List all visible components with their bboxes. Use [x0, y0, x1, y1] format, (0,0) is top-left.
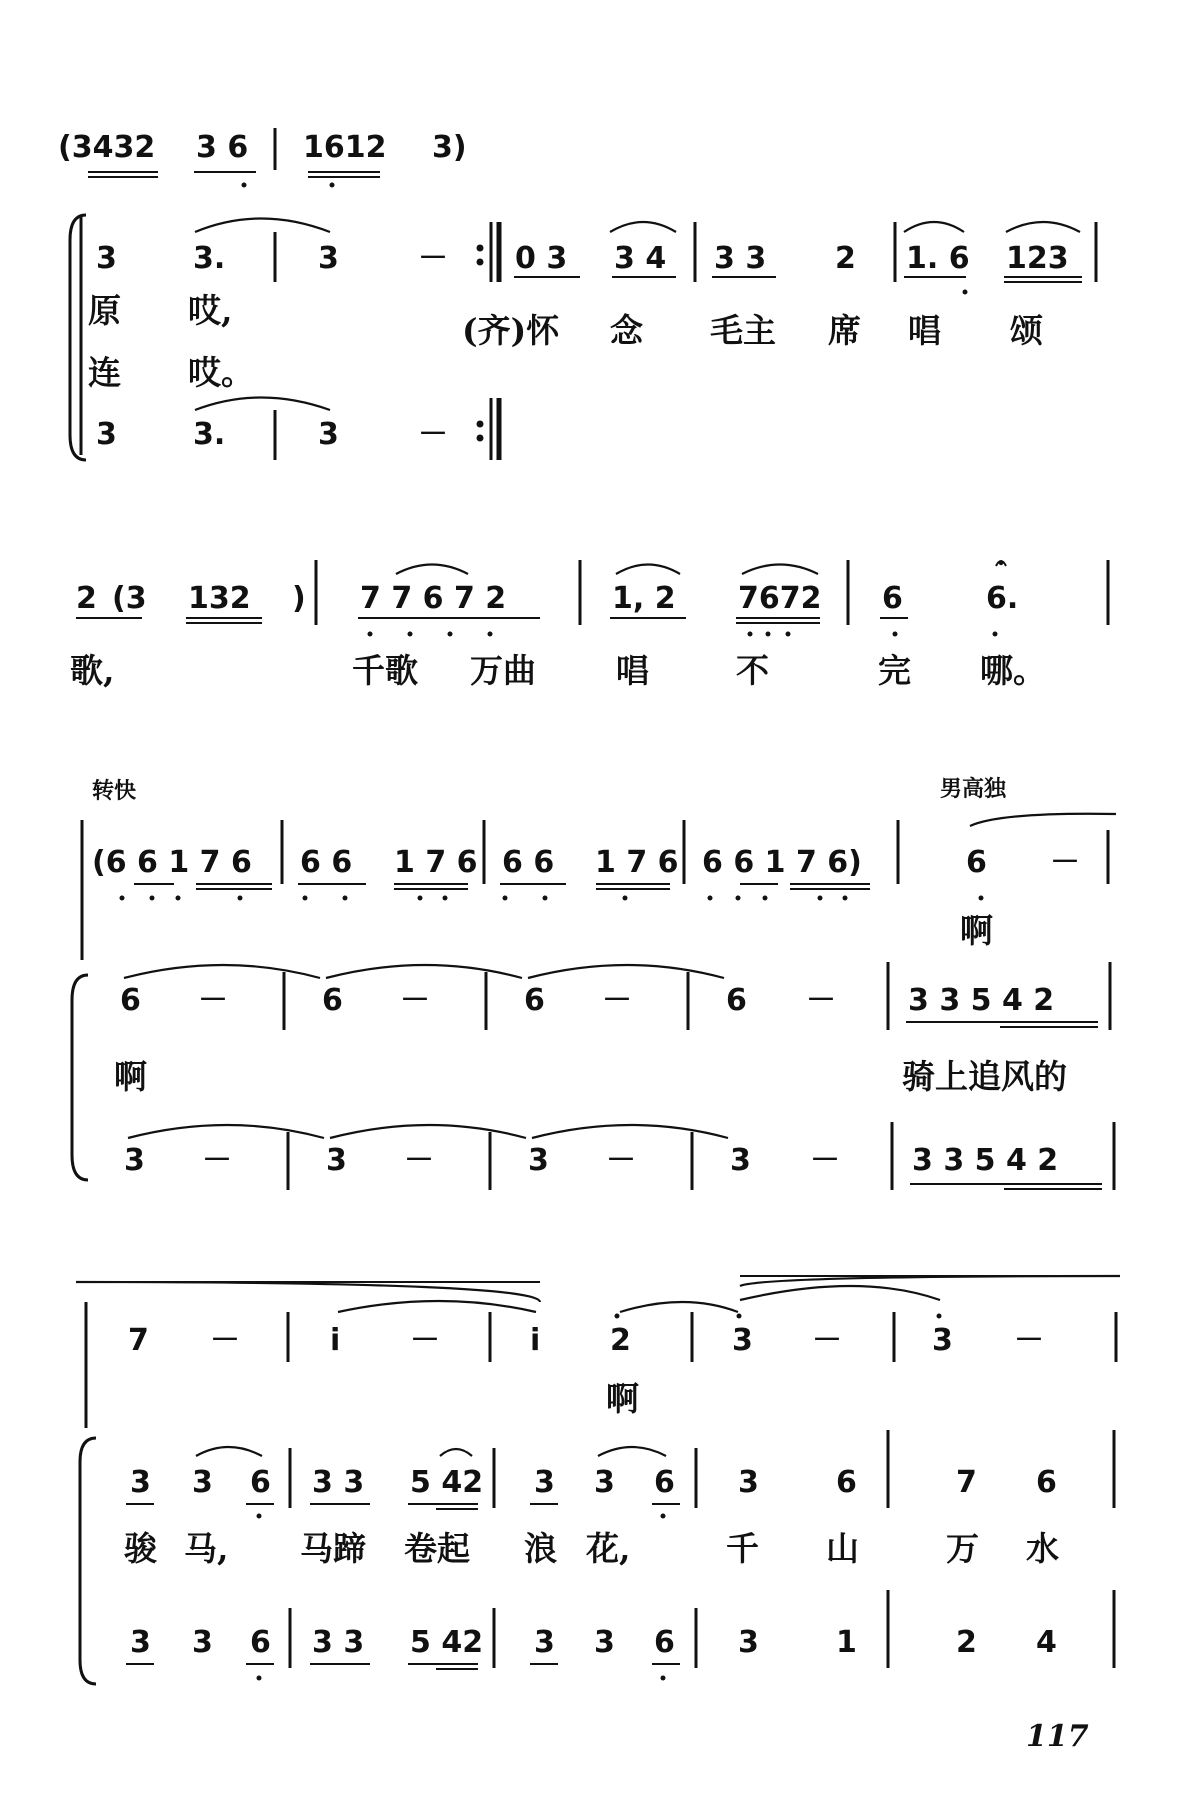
- lyric: 马蹄: [300, 1529, 366, 1568]
- note: 1 7 6: [595, 845, 679, 880]
- dash: －: [400, 983, 430, 1018]
- note: 3.: [193, 241, 226, 276]
- lyric: 哎,: [188, 291, 233, 330]
- note: 7: [128, 1323, 149, 1358]
- note: 3 3: [714, 241, 767, 276]
- intro-note: 1612: [303, 130, 387, 165]
- lyric: 颂: [1010, 311, 1043, 350]
- note: 3: [96, 241, 117, 276]
- note: 7672: [738, 581, 822, 616]
- note: 2: [835, 241, 856, 276]
- note: 6: [524, 983, 545, 1018]
- note: 2: [76, 581, 97, 616]
- dash: －: [410, 1323, 440, 1358]
- section-4: [76, 1276, 1120, 1684]
- solo-lyric: 啊: [960, 911, 993, 950]
- note: 3: [534, 1465, 555, 1500]
- note: 6: [250, 1465, 271, 1500]
- note: 3.: [193, 417, 226, 452]
- lyric: 啊: [606, 1379, 639, 1418]
- lyric: 席: [828, 311, 861, 350]
- note: 6 6 1 7 6): [702, 845, 862, 880]
- lyric: 完: [878, 651, 911, 690]
- dash: －: [1050, 845, 1080, 880]
- note: 3: [594, 1625, 615, 1660]
- lyric: 连: [88, 353, 121, 392]
- lyric: 哎。: [188, 353, 254, 392]
- lyric: 骑上追风的: [902, 1057, 1067, 1096]
- lyric: 毛主: [710, 311, 776, 350]
- note: 3 3 5 4 2: [908, 983, 1055, 1018]
- note: 3: [130, 1465, 151, 1500]
- note: 3: [594, 1465, 615, 1500]
- note: ): [292, 581, 306, 616]
- note: 3: [124, 1143, 145, 1178]
- section-3: [72, 776, 1116, 1190]
- note: 3: [318, 241, 339, 276]
- system-bracket: [80, 1438, 96, 1684]
- lyric: 哪。: [980, 651, 1046, 690]
- lyric: 花,: [586, 1529, 631, 1568]
- lyric: 歌,: [70, 651, 115, 690]
- dash: －: [418, 417, 448, 452]
- note: 4: [1036, 1625, 1057, 1660]
- solo-mark: 男高独: [940, 777, 1007, 802]
- note: 3: [326, 1143, 347, 1178]
- note: 1, 2: [612, 581, 676, 616]
- dash: －: [1014, 1323, 1044, 1358]
- note: 1 7 6: [394, 845, 478, 880]
- lyric: 千: [726, 1529, 759, 1568]
- note: 3 3: [312, 1465, 365, 1500]
- note: 3: [534, 1625, 555, 1660]
- note: 6 6: [300, 845, 353, 880]
- note: 6: [322, 983, 343, 1018]
- lyric: 马,: [184, 1529, 229, 1568]
- page-number: 117: [1026, 1719, 1089, 1754]
- note: 3: [738, 1625, 759, 1660]
- note: 6: [882, 581, 903, 616]
- lyric: 千歌: [352, 651, 418, 690]
- section-2: [70, 560, 1108, 690]
- section-1: [58, 128, 1096, 460]
- intro-note: 3 6: [196, 130, 249, 165]
- note: 6: [250, 1625, 271, 1660]
- note: 3: [130, 1625, 151, 1660]
- note: 6: [726, 983, 747, 1018]
- note: 3: [192, 1625, 213, 1660]
- note: 3: [932, 1323, 953, 1358]
- dash: －: [198, 983, 228, 1018]
- note: 3: [730, 1143, 751, 1178]
- system-bracket: [70, 215, 86, 460]
- note: 1. 6: [906, 241, 970, 276]
- lyric: 水: [1026, 1529, 1059, 1568]
- note: 6: [836, 1465, 857, 1500]
- dash: －: [404, 1143, 434, 1178]
- lyric: (齐)怀: [462, 311, 560, 350]
- note: i: [530, 1323, 541, 1358]
- lyric: 唱: [908, 311, 941, 350]
- note: 3: [738, 1465, 759, 1500]
- lyric: 原: [88, 291, 121, 330]
- note: (6 6 1 7 6: [92, 845, 252, 880]
- lyric: 骏: [124, 1529, 157, 1568]
- note: 132: [188, 581, 251, 616]
- note: 3 3: [312, 1625, 365, 1660]
- tempo-mark: 转快: [92, 779, 137, 804]
- lyric: 不: [736, 651, 769, 690]
- note: 3 4: [614, 241, 667, 276]
- note: 5 42: [410, 1625, 484, 1660]
- lyric: 念: [610, 311, 643, 350]
- note: 6: [654, 1465, 675, 1500]
- note: 3: [528, 1143, 549, 1178]
- note: 2: [610, 1323, 631, 1358]
- note: 3 3 5 4 2: [912, 1143, 1059, 1178]
- lyric: 山: [826, 1529, 859, 1568]
- intro-note: 3): [432, 130, 467, 165]
- note: 6 6: [502, 845, 555, 880]
- lyric: 万曲: [470, 651, 536, 690]
- lyric: 卷起: [404, 1529, 470, 1568]
- lyric: 唱: [616, 651, 649, 690]
- note: 5 42: [410, 1465, 484, 1500]
- lyric: 啊: [114, 1057, 147, 1096]
- lyric: 浪: [524, 1529, 557, 1568]
- note: 2: [956, 1625, 977, 1660]
- note: (3: [112, 581, 147, 616]
- note: 0 3: [515, 241, 568, 276]
- note: 6: [1036, 1465, 1057, 1500]
- dash: －: [812, 1323, 842, 1358]
- note: 6: [120, 983, 141, 1018]
- dash: －: [210, 1323, 240, 1358]
- note: 1: [836, 1625, 857, 1660]
- lyric: 万: [946, 1529, 979, 1568]
- note: i: [330, 1323, 341, 1358]
- note: 7 7 6 7 2: [360, 581, 507, 616]
- dash: －: [202, 1143, 232, 1178]
- note: 3: [318, 417, 339, 452]
- dash: －: [602, 983, 632, 1018]
- dash: －: [810, 1143, 840, 1178]
- note: 6: [966, 845, 987, 880]
- note: 3: [96, 417, 117, 452]
- note: 3: [732, 1323, 753, 1358]
- note: 3: [192, 1465, 213, 1500]
- intro-note: (3432: [58, 130, 156, 165]
- system-bracket: [72, 975, 88, 1180]
- note: 6.: [986, 581, 1019, 616]
- note: 7: [956, 1465, 977, 1500]
- dash: －: [806, 983, 836, 1018]
- dash: －: [606, 1143, 636, 1178]
- note: 6: [654, 1625, 675, 1660]
- note: 123: [1006, 241, 1069, 276]
- dash: －: [418, 241, 448, 276]
